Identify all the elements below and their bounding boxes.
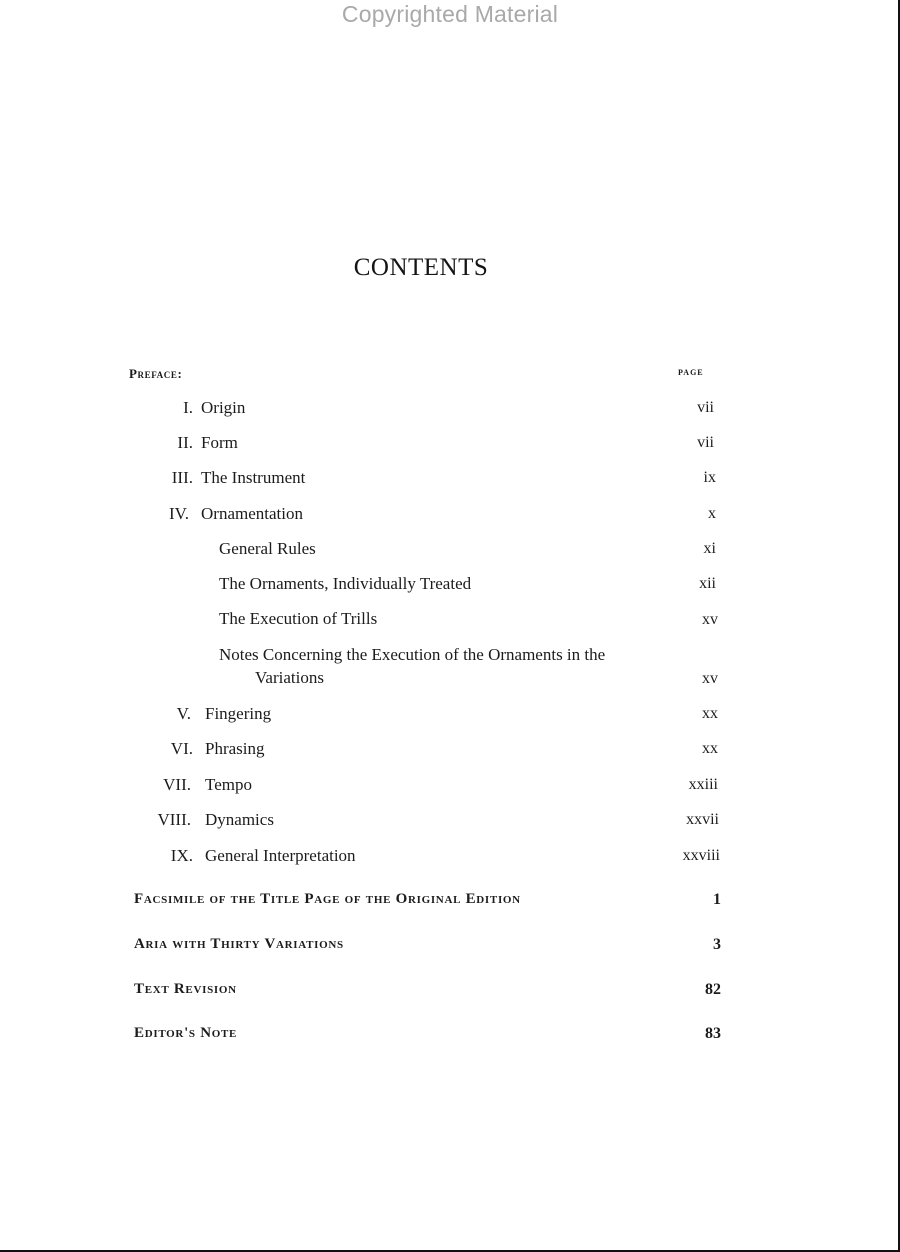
section-page: xi: [703, 540, 716, 557]
main-entry-page: 83: [705, 1025, 721, 1042]
section-numeral: I.: [183, 398, 193, 417]
section-title: Origin: [201, 398, 246, 417]
section-numeral: VI.: [170, 739, 193, 758]
section-title: Form: [201, 433, 238, 452]
section-page: xxiii: [688, 776, 718, 793]
toc-subentry: The Ornaments, Individually Treated: [219, 574, 472, 593]
toc-main-entry: Text Revision: [134, 981, 237, 997]
section-title: Phrasing: [205, 739, 265, 758]
section-title: Dynamics: [205, 810, 274, 829]
toc-main-entry: Facsimile of the Title Page of the Original Edition: [134, 891, 521, 907]
page-title: CONTENTS: [353, 254, 489, 281]
main-entry-page: 82: [705, 981, 721, 998]
toc-subentry: The Execution of Trills: [219, 609, 378, 628]
section-numeral: VII.: [163, 775, 191, 794]
section-title: General Interpretation: [205, 846, 356, 865]
section-title: Fingering: [205, 704, 272, 723]
section-title: Ornamentation: [201, 504, 303, 523]
section-numeral: IX.: [170, 846, 193, 865]
section-page: vii: [697, 434, 714, 451]
section-numeral: V.: [176, 704, 191, 723]
toc-subentry: Notes Concerning the Execution of the Ornaments in the: [219, 645, 606, 664]
section-page: xv: [702, 670, 718, 687]
section-title: Tempo: [205, 775, 252, 794]
page-column-header: page: [678, 366, 704, 378]
section-numeral: III.: [171, 468, 193, 487]
section-numeral: IV.: [169, 504, 189, 523]
section-page: xxvii: [686, 811, 719, 828]
section-page: vii: [697, 399, 714, 416]
toc-subentry: General Rules: [219, 539, 316, 558]
preface-label: Preface:: [129, 366, 183, 381]
main-entry-page: 1: [713, 891, 721, 908]
section-numeral: II.: [177, 433, 193, 452]
section-numeral: VIII.: [157, 810, 191, 829]
section-title: The Instrument: [201, 468, 306, 487]
toc-main-entry: Aria with Thirty Variations: [134, 936, 344, 952]
toc-subentry-continuation: Variations: [255, 668, 324, 687]
watermark: Copyrighted Material: [341, 1, 559, 27]
section-page: x: [708, 505, 716, 522]
section-page: xii: [699, 575, 716, 592]
main-entry-page: 3: [713, 936, 721, 953]
section-page: xx: [702, 705, 718, 722]
toc-main-entry: Editor's Note: [134, 1025, 238, 1041]
section-page: xxviii: [682, 847, 720, 864]
section-page: ix: [703, 469, 716, 486]
section-page: xx: [702, 740, 718, 757]
section-page: xv: [702, 611, 718, 628]
